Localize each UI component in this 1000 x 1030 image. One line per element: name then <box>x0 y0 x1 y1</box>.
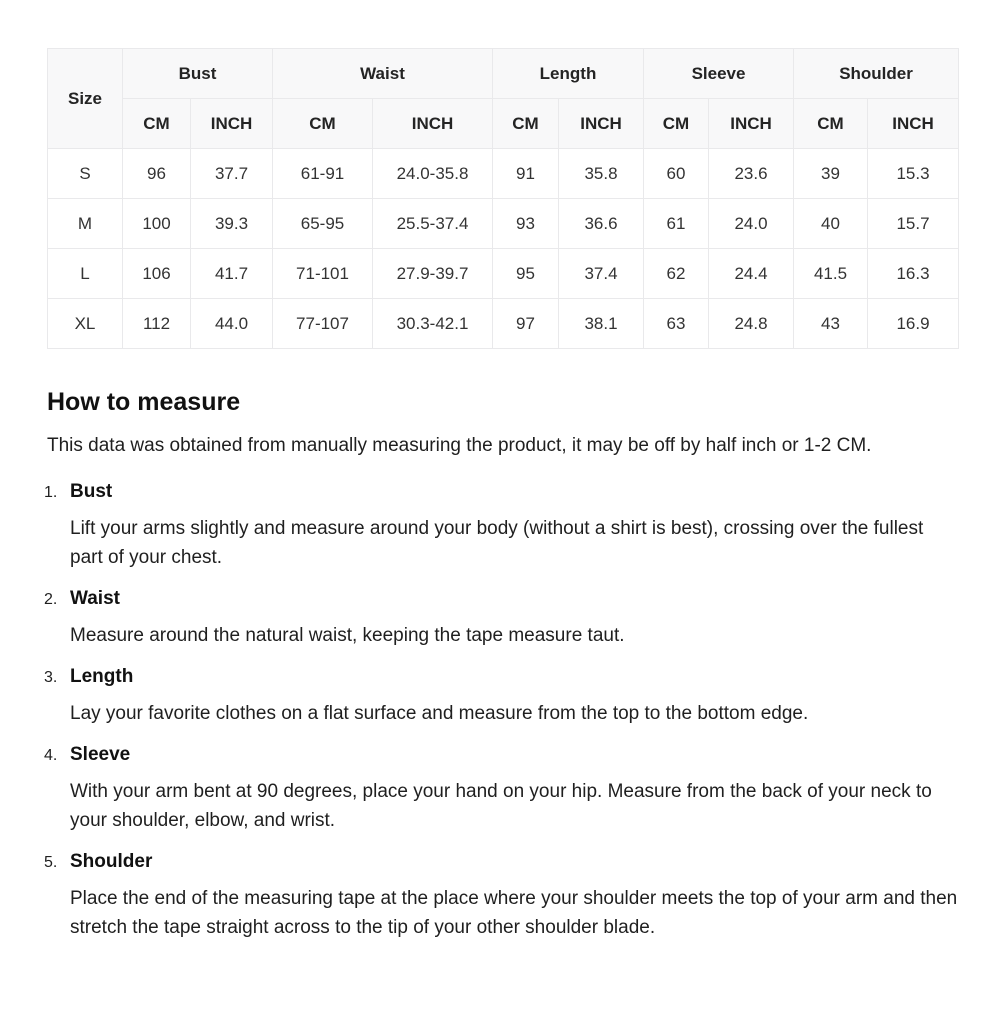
cell-sleeve-cm: 60 <box>644 149 709 199</box>
header-unit-inch: INCH <box>559 99 644 149</box>
cell-shoulder-cm: 39 <box>794 149 868 199</box>
list-item-term: Waist <box>70 588 120 609</box>
cell-shoulder-cm: 41.5 <box>794 249 868 299</box>
cell-bust-cm: 112 <box>123 299 191 349</box>
list-item-description: Lift your arms slightly and measure around your body (without a shirt is best), crossing over the fullest part of your chest. <box>70 518 924 568</box>
header-unit-inch: INCH <box>868 99 959 149</box>
header-unit-cm: CM <box>493 99 559 149</box>
cell-size: S <box>48 149 123 199</box>
list-item-number: 5. <box>44 854 58 871</box>
cell-length-cm: 97 <box>493 299 559 349</box>
cell-sleeve-cm: 63 <box>644 299 709 349</box>
how-to-measure-title: How to measure <box>47 388 241 416</box>
list-item-number: 3. <box>44 669 58 686</box>
list-item-number: 4. <box>44 747 58 764</box>
header-group-bust: Bust <box>123 49 273 99</box>
cell-waist-inch: 24.0-35.8 <box>373 149 493 199</box>
table-header-row-groups <box>48 49 959 99</box>
cell-sleeve-inch: 24.8 <box>709 299 794 349</box>
cell-length-cm: 93 <box>493 199 559 249</box>
list-item-description: Measure around the natural waist, keeping the tape measure taut. <box>70 625 625 646</box>
list-item-length <box>44 662 958 728</box>
header-group-length: Length <box>493 49 644 99</box>
header-unit-inch: INCH <box>191 99 273 149</box>
cell-waist-cm: 61-91 <box>273 149 373 199</box>
table-row <box>48 249 959 299</box>
table-row <box>48 199 959 249</box>
header-group-shoulder: Shoulder <box>794 49 959 99</box>
cell-waist-inch: 25.5-37.4 <box>373 199 493 249</box>
list-item-head <box>44 477 958 506</box>
size-chart-table <box>47 48 959 349</box>
cell-length-inch: 37.4 <box>559 249 644 299</box>
cell-shoulder-cm: 40 <box>794 199 868 249</box>
list-item-description: Place the end of the measuring tape at the place where your shoulder meets the top of your arm and then stretch the tape straight across to the tip of your other shoulder blade. <box>70 888 958 938</box>
cell-shoulder-inch: 16.3 <box>868 249 959 299</box>
list-item-description: Lay your favorite clothes on a flat surface and measure from the top to the bottom edge. <box>70 703 809 724</box>
cell-sleeve-cm: 62 <box>644 249 709 299</box>
cell-bust-inch: 39.3 <box>191 199 273 249</box>
list-item-term: Length <box>70 666 134 687</box>
cell-length-cm: 95 <box>493 249 559 299</box>
header-unit-cm: CM <box>123 99 191 149</box>
list-item-head <box>44 584 958 613</box>
cell-shoulder-inch: 15.7 <box>868 199 959 249</box>
list-item-term: Shoulder <box>70 851 153 872</box>
cell-sleeve-inch: 24.0 <box>709 199 794 249</box>
cell-waist-inch: 27.9-39.7 <box>373 249 493 299</box>
cell-sleeve-cm: 61 <box>644 199 709 249</box>
cell-bust-inch: 44.0 <box>191 299 273 349</box>
table-row <box>48 299 959 349</box>
cell-shoulder-cm: 43 <box>794 299 868 349</box>
list-item-shoulder <box>44 847 958 942</box>
cell-sleeve-inch: 24.4 <box>709 249 794 299</box>
measure-instructions-list <box>44 477 958 942</box>
list-item-number: 1. <box>44 484 58 501</box>
cell-size: XL <box>48 299 123 349</box>
table-row <box>48 149 959 199</box>
cell-waist-cm: 65-95 <box>273 199 373 249</box>
cell-size: L <box>48 249 123 299</box>
list-item-waist <box>44 584 958 650</box>
header-group-sleeve: Sleeve <box>644 49 794 99</box>
header-unit-cm: CM <box>273 99 373 149</box>
list-item-description: With your arm bent at 90 degrees, place your hand on your hip. Measure from the back of your neck to your shoulder, elbow, and wrist. <box>70 781 932 831</box>
cell-bust-inch: 41.7 <box>191 249 273 299</box>
cell-length-inch: 35.8 <box>559 149 644 199</box>
cell-bust-inch: 37.7 <box>191 149 273 199</box>
list-item-term: Sleeve <box>70 744 131 765</box>
cell-shoulder-inch: 15.3 <box>868 149 959 199</box>
cell-waist-inch: 30.3-42.1 <box>373 299 493 349</box>
cell-bust-cm: 100 <box>123 199 191 249</box>
header-unit-cm: CM <box>794 99 868 149</box>
header-unit-inch: INCH <box>709 99 794 149</box>
cell-size: M <box>48 199 123 249</box>
cell-length-inch: 38.1 <box>559 299 644 349</box>
cell-waist-cm: 71-101 <box>273 249 373 299</box>
list-item-sleeve <box>44 740 958 835</box>
header-size: Size <box>48 49 123 149</box>
list-item-term: Bust <box>70 481 113 502</box>
header-group-waist: Waist <box>273 49 493 99</box>
list-item-head <box>44 847 958 876</box>
list-item-number: 2. <box>44 591 58 608</box>
list-item-bust <box>44 477 958 572</box>
cell-bust-cm: 106 <box>123 249 191 299</box>
cell-length-cm: 91 <box>493 149 559 199</box>
header-unit-cm: CM <box>644 99 709 149</box>
how-to-measure-intro: This data was obtained from manually measuring the product, it may be off by half inch or 1-2 CM. <box>47 435 872 456</box>
cell-bust-cm: 96 <box>123 149 191 199</box>
list-item-head <box>44 662 958 691</box>
cell-length-inch: 36.6 <box>559 199 644 249</box>
cell-waist-cm: 77-107 <box>273 299 373 349</box>
table-header-row-units <box>48 99 959 149</box>
cell-shoulder-inch: 16.9 <box>868 299 959 349</box>
list-item-head <box>44 740 958 769</box>
cell-sleeve-inch: 23.6 <box>709 149 794 199</box>
header-unit-inch: INCH <box>373 99 493 149</box>
